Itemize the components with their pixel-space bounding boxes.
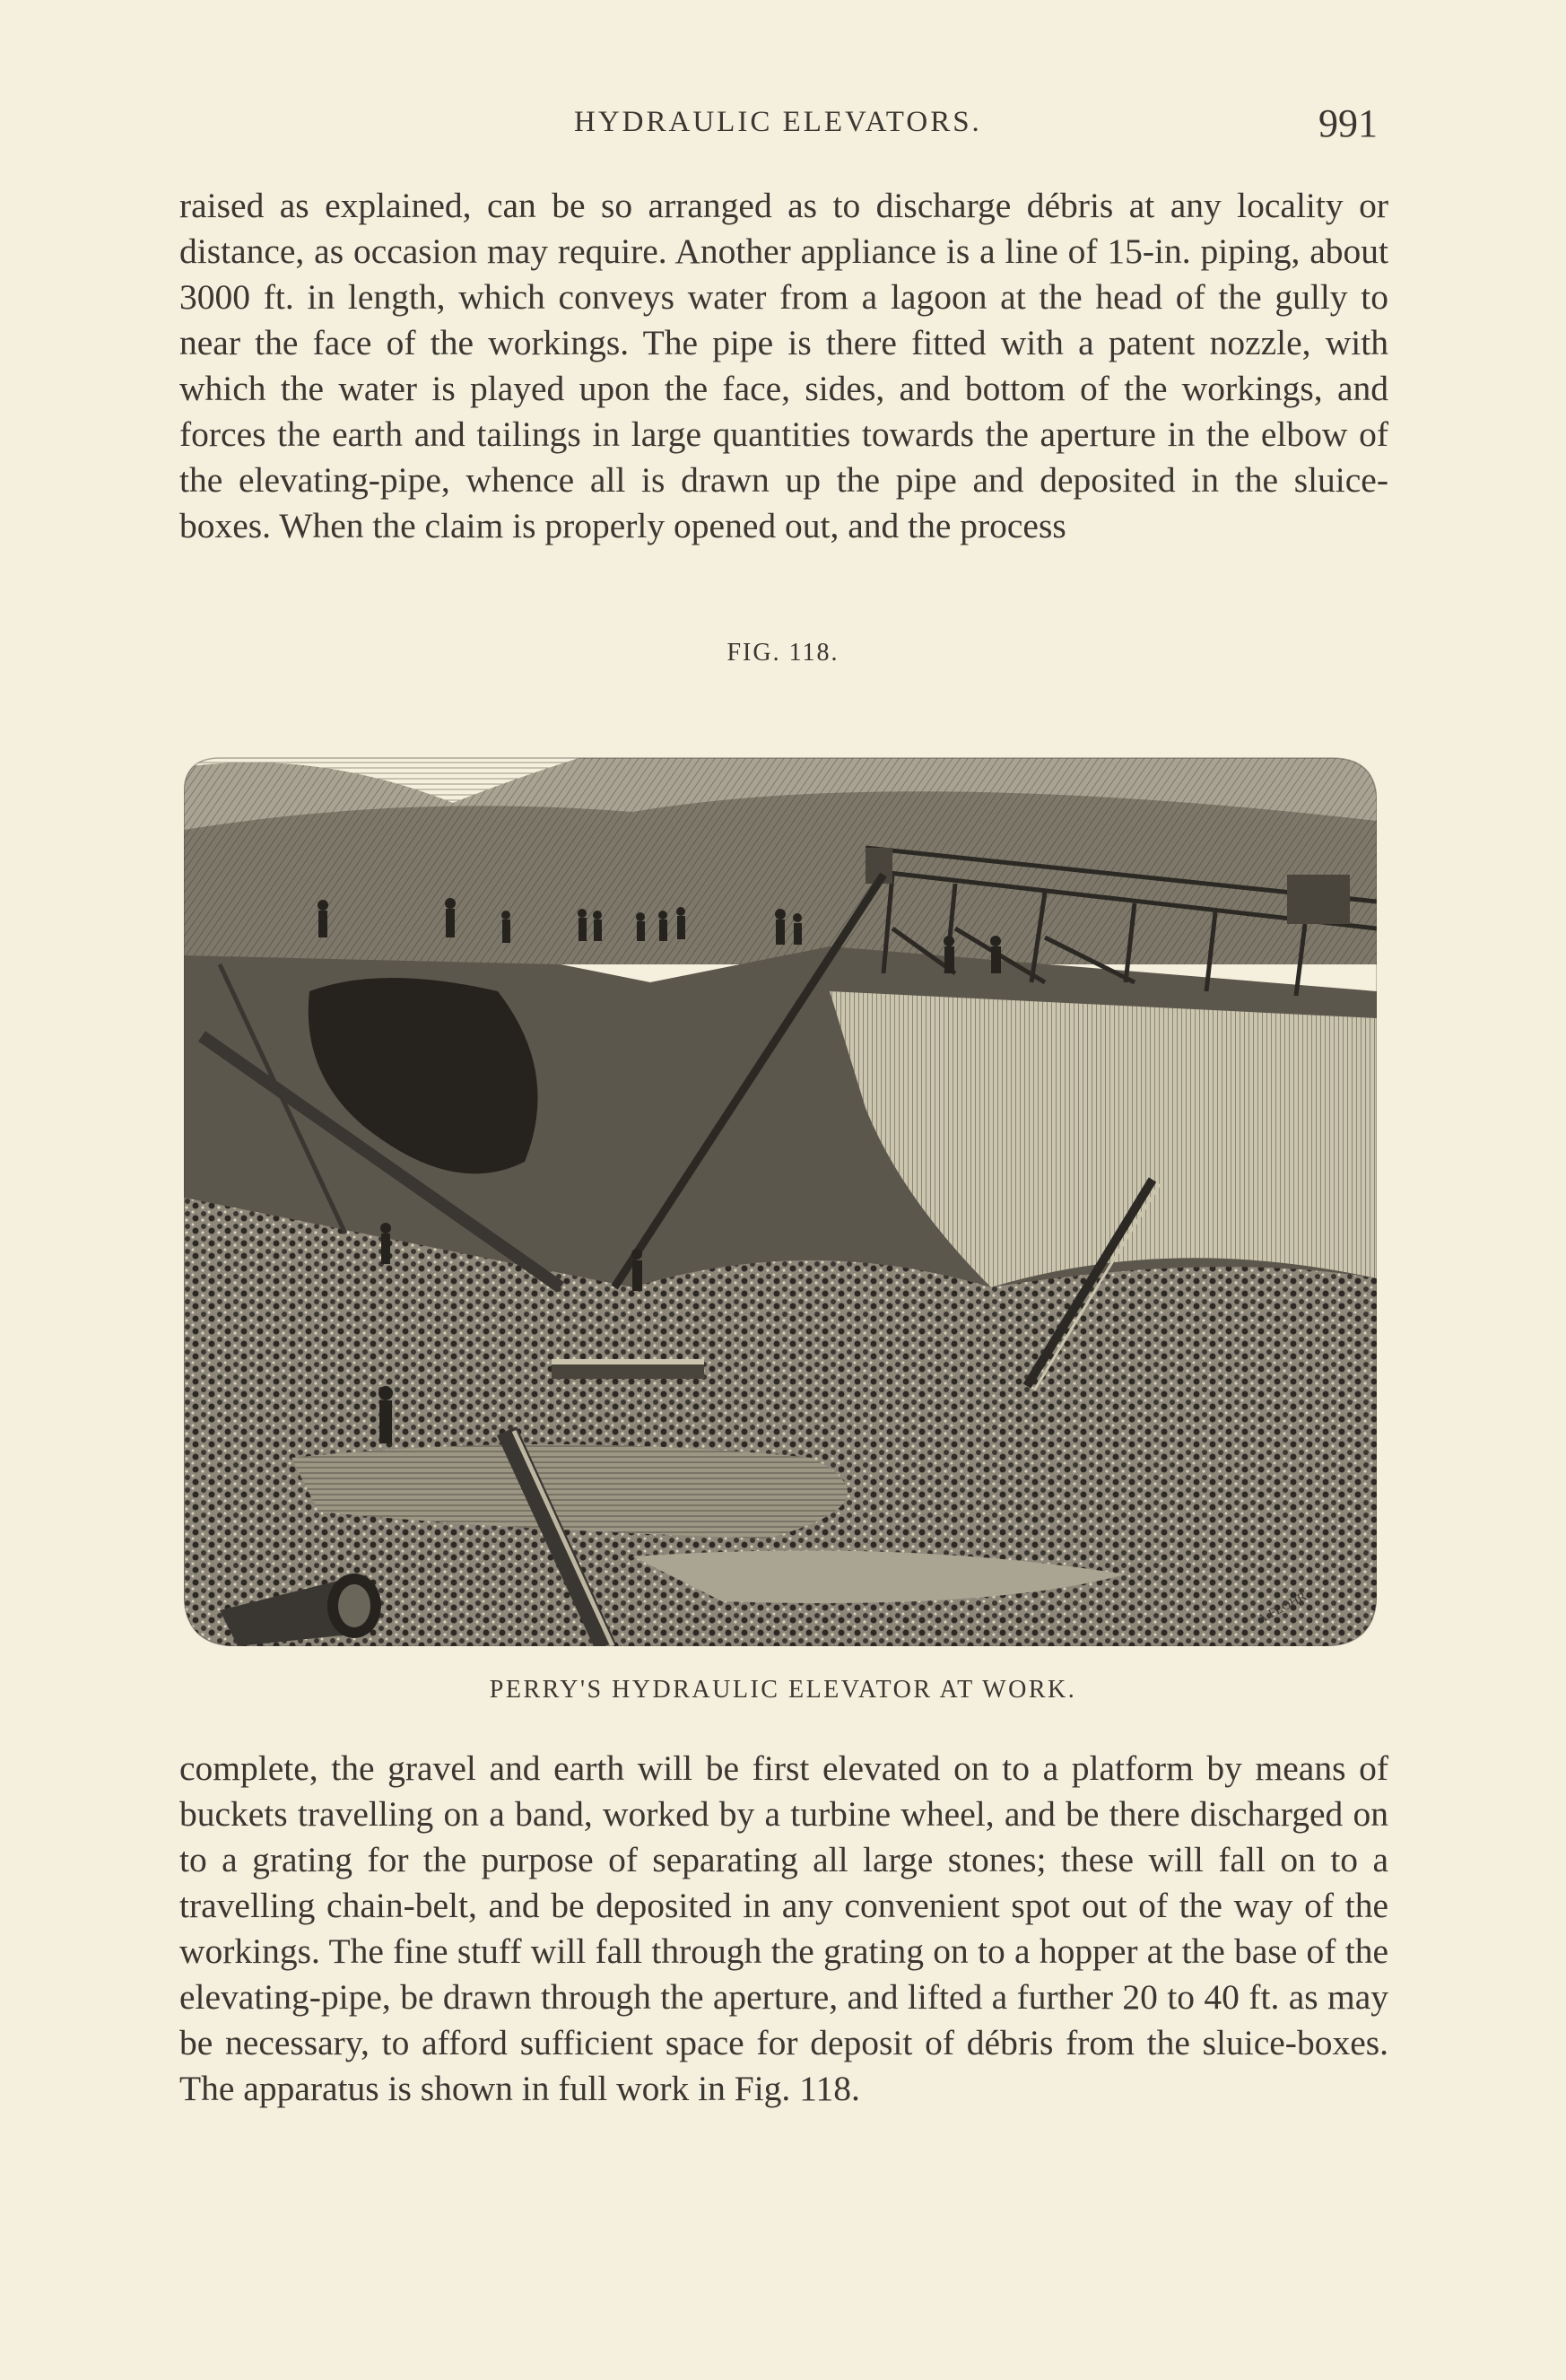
engraving-illustration [184,695,1377,1646]
running-head: HYDRAULIC ELEVATORS. [574,106,982,138]
figure-caption: PERRY'S HYDRAULIC ELEVATOR AT WORK. [489,1676,1077,1704]
engraver-signature: A.FLOHR [1255,1590,1309,1627]
page-header [0,100,1566,151]
page-number: 991 [1318,101,1378,145]
paragraph-top: raised as explained, can be so arranged as to discharge débris at any locality or distance, as occasion may require. Another appliance is a line of 15-in. piping, about 3000 ft. in length, which conveys water from a lagoon at the head of the gully to near the face of the workings. The pipe is there fitted with a patent nozzle, with which the water is played upon the face, sides, and bottom of the workings, and forces the earth and tailings in large quantities towards the aperture in the elbow of the elevating-pipe, whence all is drawn up the pipe and deposited in the sluice-boxes. When the claim is properly opened out, and the process [179,186,1388,545]
figure-label: FIG. 118. [726,639,840,667]
figure-engraving [184,695,1377,1646]
paragraph-bottom: complete, the gravel and earth will be first elevated on to a platform by means of buckets travelling on a band, worked by a turbine wheel, and be there discharged on to a grating for the purpose of separating all large stones; these will fall on to a travelling chain-belt, and be deposited in any convenient spot out of the way of the workings. The fine stuff will fall through the grating on to a hopper at the base of the elevating-pipe, be drawn through the aperture, and lifted a further 20 to 40 ft. as may be necessary, to afford sufficient space for deposit of débris from the sluice-boxes. The apparatus is shown in full work in Fig. 118. [179,1748,1388,2108]
